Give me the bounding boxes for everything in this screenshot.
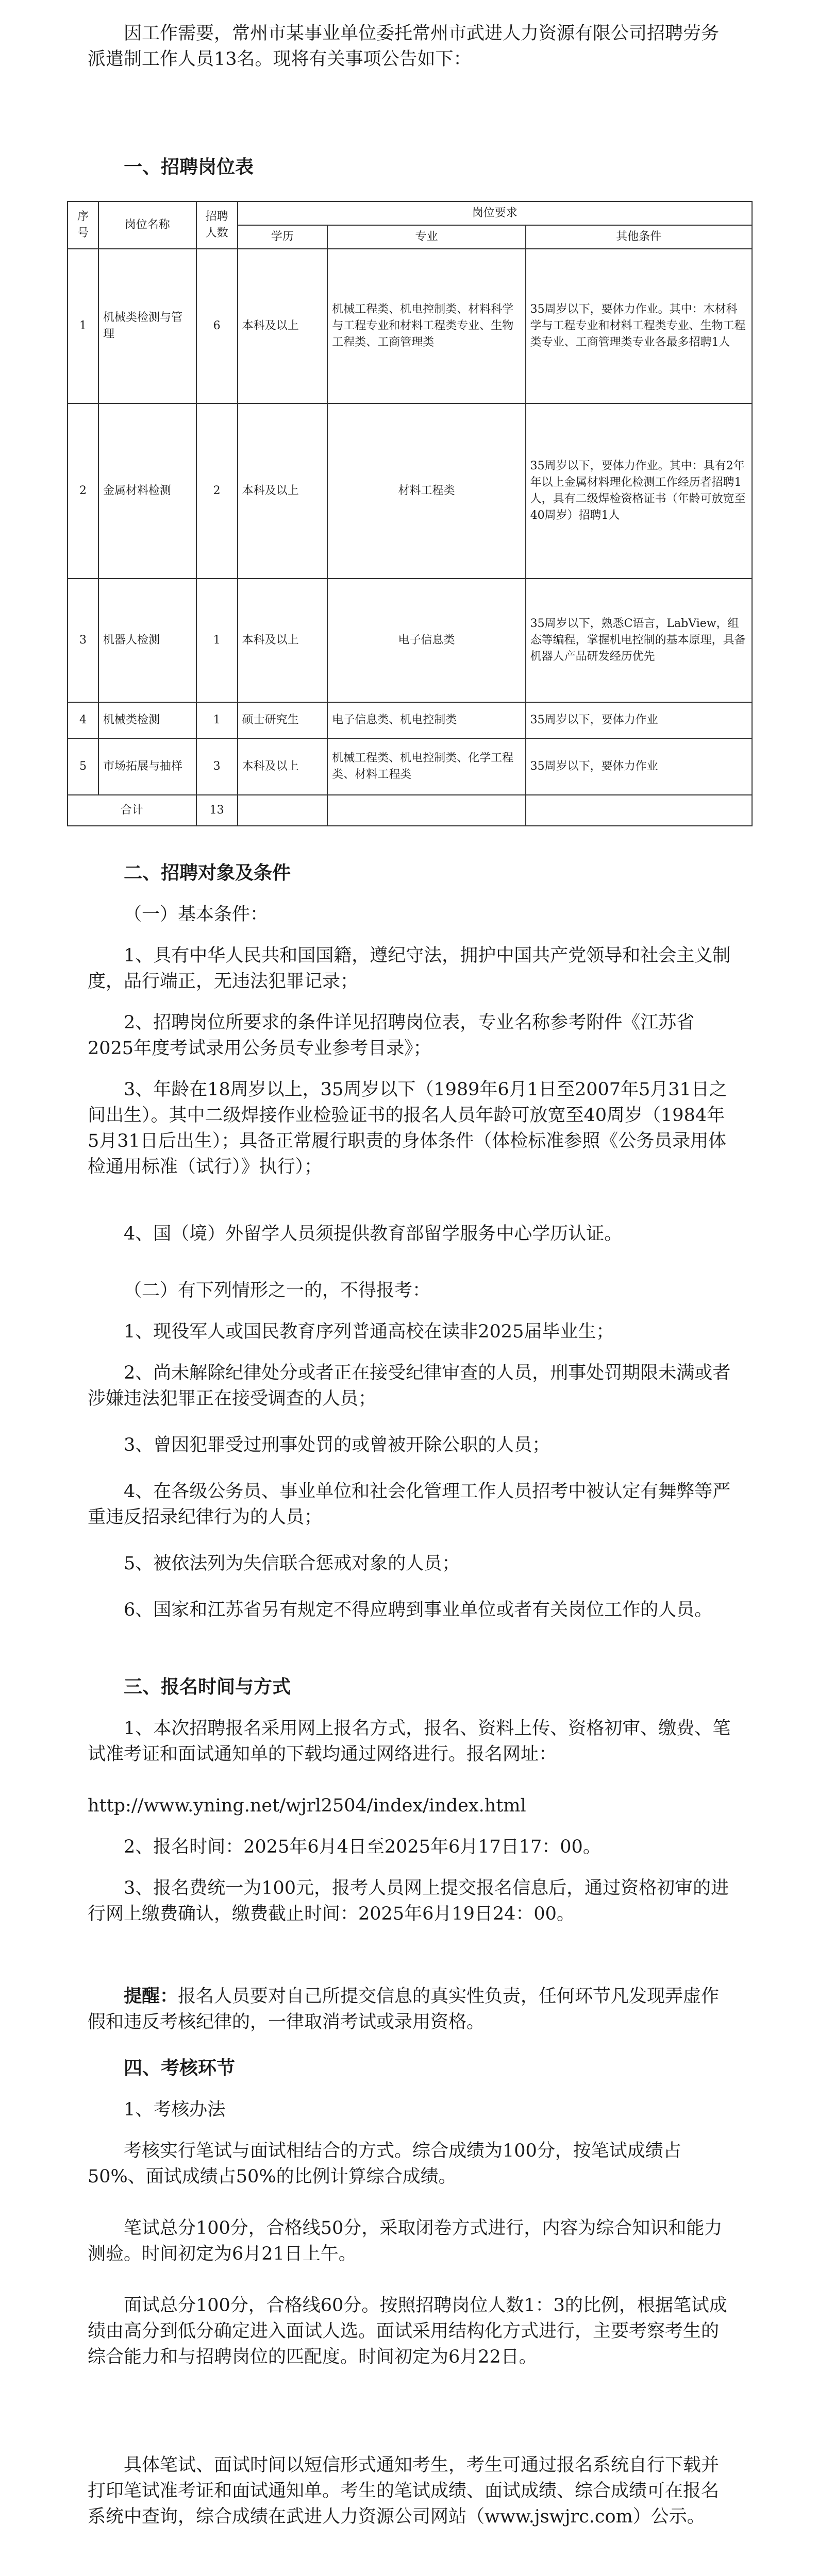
- reminder-paragraph: [88, 1984, 732, 2035]
- section-4-title: 四、考核环节: [124, 2058, 236, 2079]
- total-count: 13: [196, 795, 238, 826]
- table-row: [68, 738, 752, 795]
- cell-education: 本科及以上: [238, 249, 328, 403]
- cell-name: 金属材料检测: [98, 403, 196, 579]
- cell-other: 35周岁以下，要体力作业。其中：具有2年年以上金属材料理化检测工作经历者招聘1人，具有二级焊检资格证书（年龄可放宽至40周岁）招聘1人: [526, 403, 752, 579]
- cell-count: 6: [196, 249, 238, 403]
- exclusion-title: （二）有下列情形之一的，不得报考：: [124, 1280, 431, 1301]
- col-header-other: 其他条件: [526, 225, 752, 249]
- cell-other: 35周岁以下，要体力作业: [526, 738, 752, 795]
- col-header-index: 序号: [68, 201, 98, 249]
- section-2-title: 二、招聘对象及条件: [124, 862, 291, 884]
- exclusion-1: 1、现役军人或国民教育序列普通高校在读非2025届毕业生；: [124, 1321, 614, 1342]
- intro-paragraph: 因工作需要，常州市某事业单位委托常州市武进人力资源有限公司招聘劳务派遣制工作人员13名。现将有关事项公告如下：: [88, 23, 720, 70]
- col-header-requirements: 岗位要求: [238, 201, 752, 225]
- cell-other: 35周岁以下，要体力作业。其中：木材科学与工程专业和材料工程类专业、生物工程类专业、工商管理类专业各最多招聘1人: [526, 249, 752, 403]
- cell-other: 35周岁以下，熟悉C语言，LabView，组态等编程，掌握机电控制的基本原理，具备机器人产品研发经历优先: [526, 579, 752, 702]
- table-row: [68, 579, 752, 702]
- basic-condition-1: 1、具有中华人民共和国国籍，遵纪守法，拥护中国共产党领导和社会主义制度，品行端正，无违法犯罪记录；: [88, 945, 731, 992]
- cell-count: 1: [196, 579, 238, 702]
- cell-education: 本科及以上: [238, 738, 328, 795]
- cell-education: 本科及以上: [238, 579, 328, 702]
- table-row: [68, 403, 752, 579]
- cell-count: 3: [196, 738, 238, 795]
- cell-index: 3: [68, 579, 98, 702]
- cell-name: 市场拓展与抽样: [98, 738, 196, 795]
- cell-index: 2: [68, 403, 98, 579]
- section-1-title: 一、招聘岗位表: [124, 157, 254, 178]
- cell-index: 5: [68, 738, 98, 795]
- cell-count: 1: [196, 702, 238, 738]
- cell-index: 4: [68, 702, 98, 738]
- exclusion-3: 3、曾因犯罪受过刑事处罚的或曾被开除公职的人员；: [124, 1435, 550, 1455]
- table-row: [68, 702, 752, 738]
- cell-name: 机械类检测与管理: [98, 249, 196, 403]
- col-header-count: 招聘人数: [196, 201, 238, 249]
- reminder-label: 提醒：: [124, 1986, 178, 2007]
- cell-major: 电子信息类: [327, 579, 525, 702]
- table-total-row: [68, 795, 752, 826]
- col-header-education: 学历: [238, 225, 328, 249]
- jobs-table: [67, 201, 753, 826]
- reminder-text: 报名人员要对自己所提交信息的真实性负责，任何环节凡发现弄虚作假和违反考核纪律的，一律取消考试或录用资格。: [88, 1986, 720, 2032]
- cell-index: 1: [68, 249, 98, 403]
- table-row: [68, 249, 752, 403]
- cell-education: 硕士研究生: [238, 702, 328, 738]
- exclusion-4: 4、在各级公务员、事业单位和社会化管理工作人员招考中被认定有舞弊等严重违反招录纪律行为的人员；: [88, 1481, 731, 1528]
- col-header-major: 专业: [327, 225, 525, 249]
- cell-count: 2: [196, 403, 238, 579]
- exam-paragraph-3: 面试总分100分，合格线60分。按照招聘岗位人数1：3的比例，根据笔试成绩由高分到低分确定进入面试人选。面试采用结构化方式进行，主要考察考生的综合能力和与招聘岗位的匹配度。时间初定为6月22日。: [88, 2295, 727, 2367]
- exam-paragraph-2: 笔试总分100分，合格线50分，采取闭卷方式进行，内容为综合知识和能力测验。时间初定为6月21日上午。: [88, 2218, 723, 2264]
- exam-paragraph-4: 具体笔试、面试时间以短信形式通知考生，考生可通过报名系统自行下载并打印笔试准考证和面试通知单。考生的笔试成绩、面试成绩、综合成绩可在报名系统中查询，综合成绩在武进人力资源公司网站（www.jswjrc.com）公示。: [88, 2455, 720, 2527]
- exclusion-2: 2、尚未解除纪律处分或者正在接受纪律审查的人员，刑事处罚期限未满或者涉嫌违法犯罪正在接受调查的人员；: [88, 1363, 731, 1409]
- exclusion-6: 6、国家和江苏省另有规定不得应聘到事业单位或者有关岗位工作的人员。: [124, 1600, 713, 1620]
- section-3-title: 三、报名时间与方式: [124, 1676, 291, 1698]
- basic-condition-3: 3、年龄在18周岁以上，35周岁以下（1989年6月1日至2007年5月31日之间出生）。其中二级焊接作业检验证书的报名人员年龄可放宽至40周岁（1984年5月31日后出生）；具备正常履行职责的身体条件（体检标准参照《公务员录用体检通用标准（试行）》执行）；: [88, 1079, 727, 1177]
- registration-fee: 3、报名费统一为100元，报考人员网上提交报名信息后，通过资格初审的进行网上缴费确认，缴费截止时间：2025年6月19日24：00。: [88, 1878, 729, 1924]
- cell-education: 本科及以上: [238, 403, 328, 579]
- basic-condition-2: 2、招聘岗位所要求的条件详见招聘岗位表，专业名称参考附件《江苏省2025年度考试录用公务员专业参考目录》；: [88, 1012, 695, 1059]
- cell-name: 机器人检测: [98, 579, 196, 702]
- cell-major: 机械工程类、机电控制类、化学工程类、材料工程类: [327, 738, 525, 795]
- basic-condition-4: 4、国（境）外留学人员须提供教育部留学服务中心学历认证。: [124, 1224, 623, 1244]
- cell-major: 材料工程类: [327, 403, 525, 579]
- cell-name: 机械类检测: [98, 702, 196, 738]
- total-label: 合计: [68, 795, 196, 826]
- registration-method: 1、本次招聘报名采用网上报名方式，报名、资料上传、资格初审、缴费、笔试准考证和面试通知单的下载均通过网络进行。报名网址：: [88, 1718, 731, 1765]
- registration-url[interactable]: http://www.yning.net/wjrl2504/index/index.html: [88, 1795, 526, 1816]
- exam-method-title: 1、考核办法: [124, 2099, 226, 2120]
- cell-other: 35周岁以下，要体力作业: [526, 702, 752, 738]
- registration-time: 2、报名时间：2025年6月4日至2025年6月17日17：00。: [124, 1837, 601, 1857]
- cell-major: 机械工程类、机电控制类、材料科学与工程专业和材料工程类专业、生物工程类、工商管理类: [327, 249, 525, 403]
- col-header-name: 岗位名称: [98, 201, 196, 249]
- exam-paragraph-1: 考核实行笔试与面试相结合的方式。综合成绩为100分，按笔试成绩占50%、面试成绩占50%的比例计算综合成绩。: [88, 2141, 681, 2187]
- cell-major: 电子信息类、机电控制类: [327, 702, 525, 738]
- exclusion-5: 5、被依法列为失信联合惩戒对象的人员；: [124, 1553, 460, 1574]
- basic-conditions-title: （一）基本条件：: [124, 904, 269, 925]
- table-header-row: [68, 201, 752, 225]
